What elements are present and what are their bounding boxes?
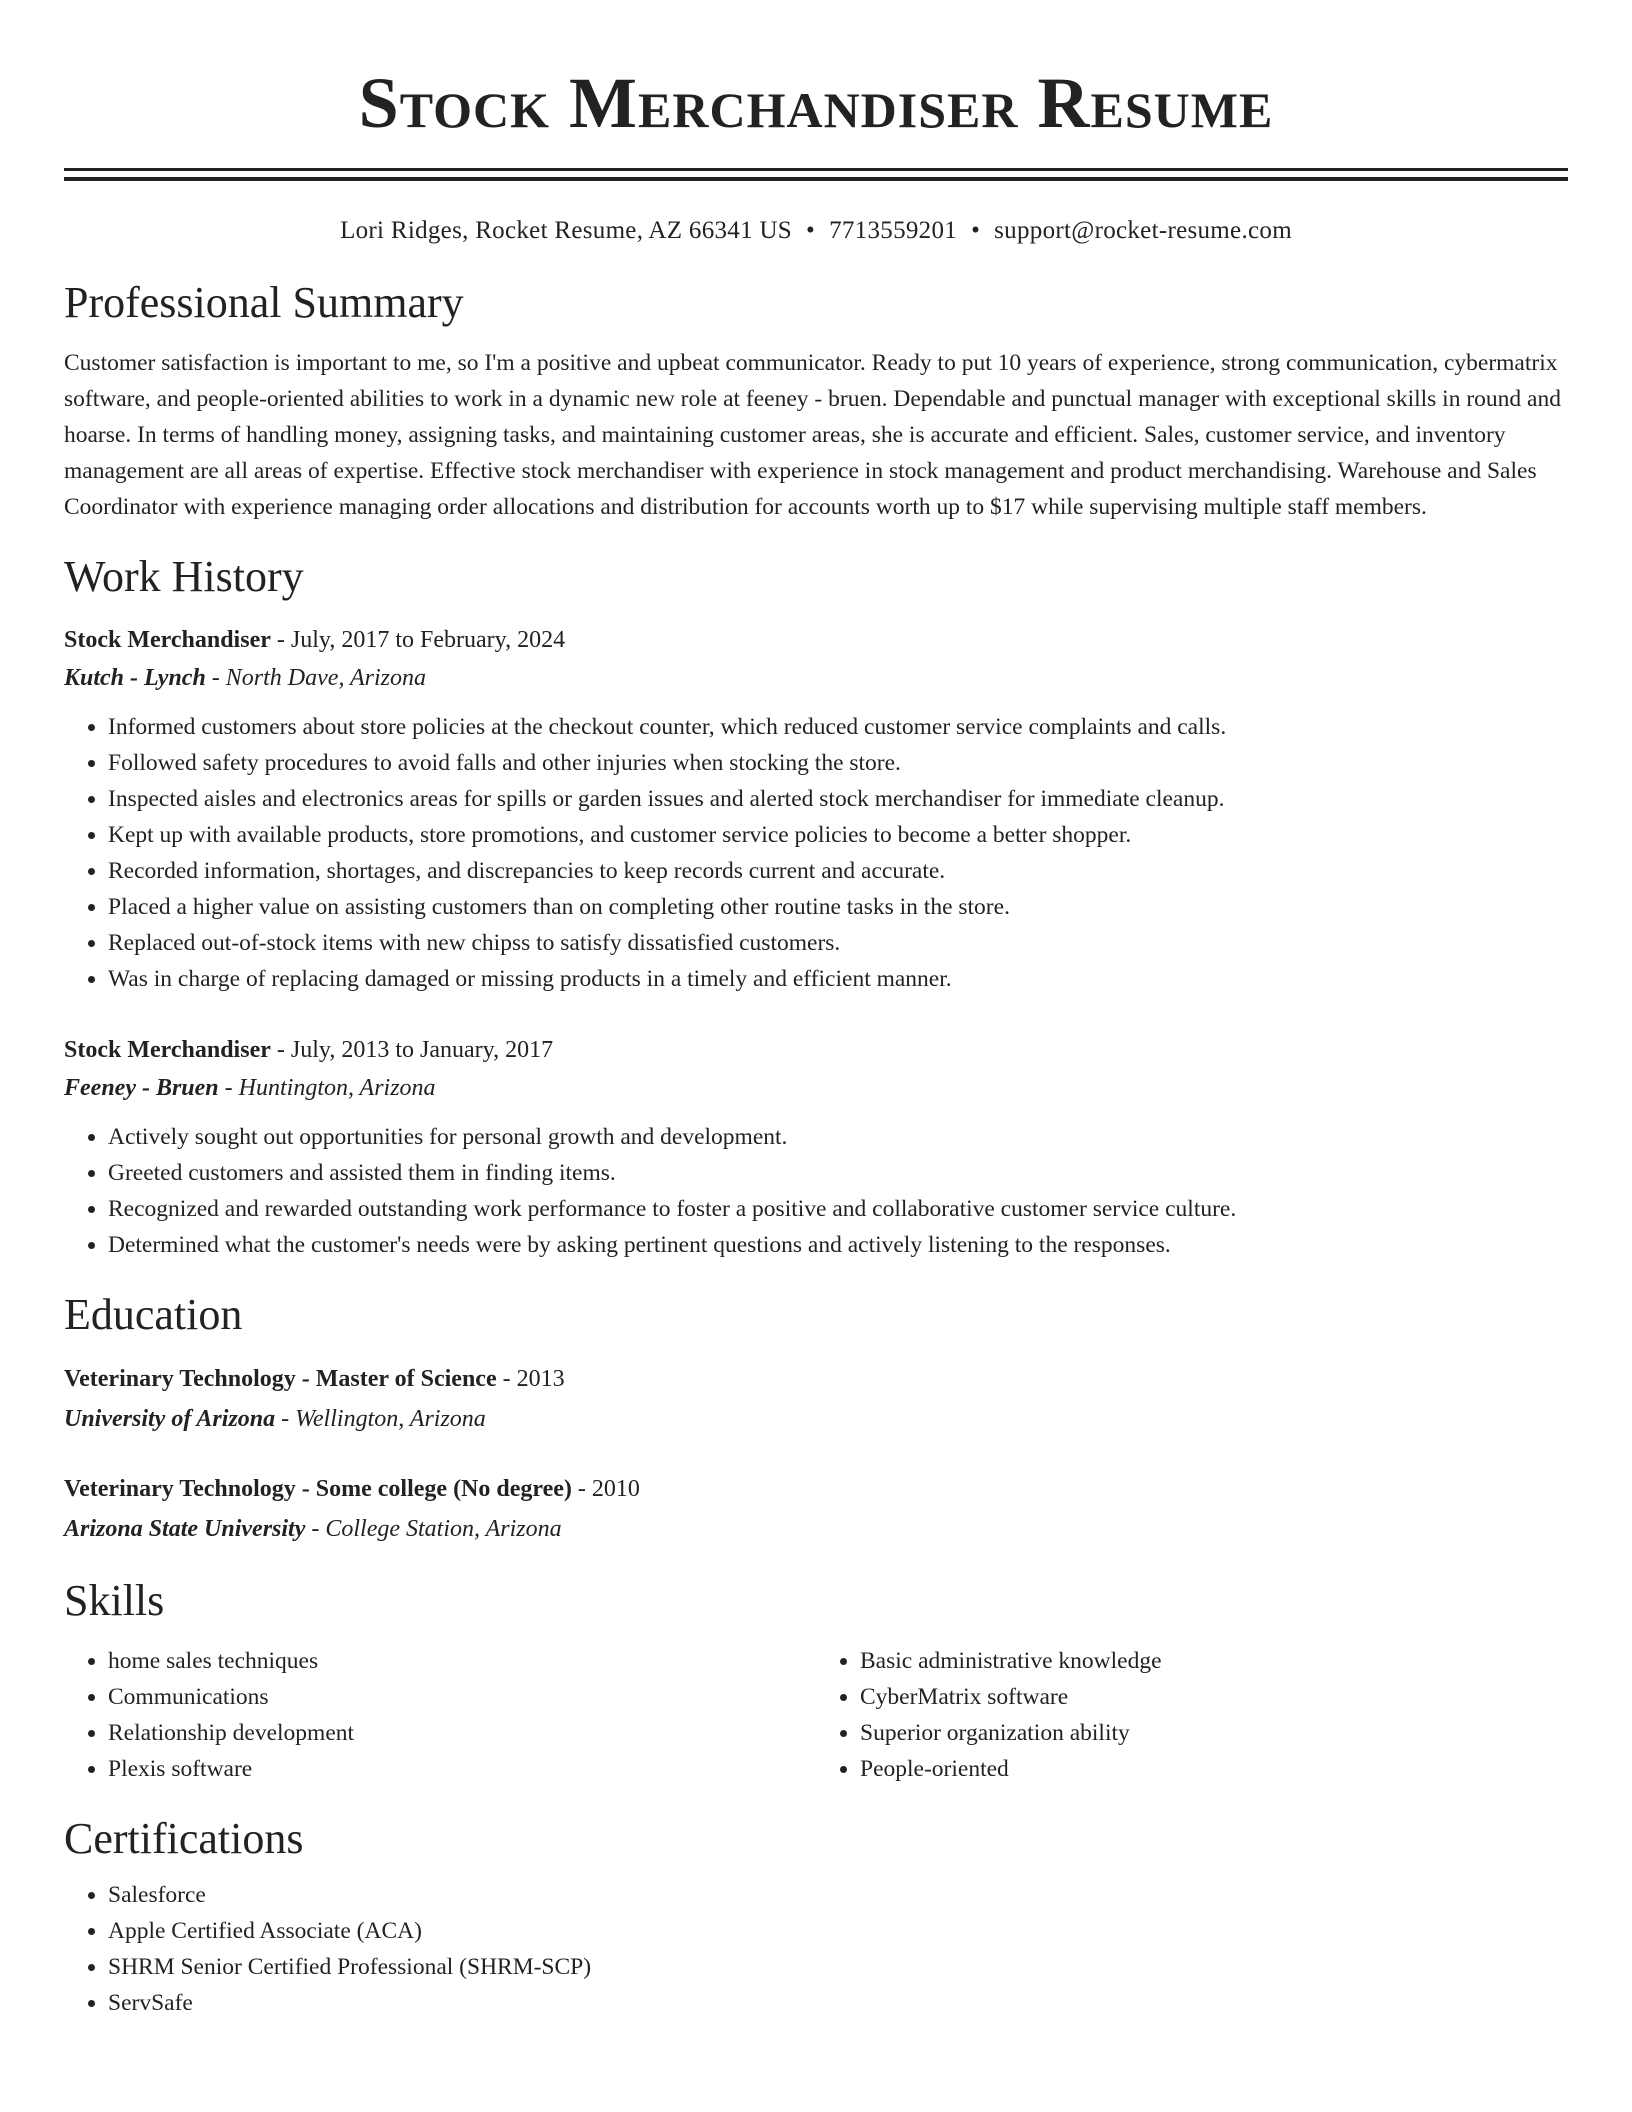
list-item: • Greeted customers and assisted them in finding items. [108, 1155, 1568, 1191]
list-item: • Actively sought out opportunities for personal growth and development. [108, 1119, 1568, 1155]
job-entry [64, 621, 1568, 997]
education-school-line [64, 1399, 1568, 1439]
list-item: • Basic administrative knowledge [860, 1643, 1568, 1679]
list-item: • Followed safety procedures to avoid falls and other injuries when stocking the store. [108, 745, 1568, 781]
job-title: Stock Merchandiser [64, 627, 271, 653]
job-location: - Huntington, Arizona [218, 1075, 436, 1101]
contact-line [64, 215, 1568, 247]
education-entry [64, 1359, 1568, 1439]
education-degree: Veterinary Technology - Master of Science [64, 1366, 497, 1392]
job-header [64, 621, 1568, 659]
contact-separator: • [806, 217, 816, 244]
list-item: • Recognized and rewarded outstanding work performance to foster a positive and collaborative customer service culture. [108, 1191, 1568, 1227]
education-heading: Education [64, 1290, 243, 1339]
education-header [64, 1469, 1568, 1509]
job-company: Feeney - Bruen [64, 1075, 219, 1101]
contact-separator: • [971, 217, 981, 244]
list-item: • Kept up with available products, store promotions, and customer service policies to become a better shopper. [108, 817, 1568, 853]
title-rule-bottom [64, 177, 1568, 181]
list-item: • Recorded information, shortages, and discrepancies to keep records current and accurate. [108, 853, 1568, 889]
contact-phone: 7713559201 [829, 217, 958, 244]
list-item: • Placed a higher value on assisting customers than on completing other routine tasks in the store. [108, 889, 1568, 925]
job-title: Stock Merchandiser [64, 1037, 271, 1063]
list-item: • Apple Certified Associate (ACA) [108, 1913, 1568, 1949]
list-item: • People-oriented [860, 1751, 1568, 1787]
work-history-heading: Work History [64, 552, 304, 601]
list-item: • home sales techniques [108, 1643, 816, 1679]
contact-address: Lori Ridges, Rocket Resume, AZ 66341 US [340, 217, 793, 244]
education-header [64, 1359, 1568, 1399]
list-item: • Replaced out-of-stock items with new chipss to satisfy dissatisfied customers. [108, 925, 1568, 961]
list-item: • Informed customers about store policies at the checkout counter, which reduced customer service complaints and calls. [108, 709, 1568, 745]
page-title: Stock Merchandiser Resume [358, 63, 1274, 143]
resume-page [64, 0, 1568, 2021]
education-year: - 2013 [496, 1366, 565, 1392]
job-header [64, 1031, 1568, 1069]
education-school: Arizona State University [64, 1516, 306, 1542]
skills-columns [64, 1643, 1568, 1787]
list-item: • Was in charge of replacing damaged or missing products in a timely and efficient manner. [108, 961, 1568, 997]
skills-list-left [64, 1643, 816, 1787]
job-location: - North Dave, Arizona [205, 665, 427, 691]
education-location: - College Station, Arizona [305, 1516, 562, 1542]
list-item: • Inspected aisles and electronics areas for spills or garden issues and alerted stock merchandiser for immediate cleanup. [108, 781, 1568, 817]
job-company: Kutch - Lynch [64, 665, 206, 691]
list-item: • Relationship development [108, 1715, 816, 1751]
certifications-heading: Certifications [64, 1814, 304, 1863]
job-entry [64, 1031, 1568, 1263]
list-item: • SHRM Senior Certified Professional (SHRM-SCP) [108, 1949, 1568, 1985]
list-item: • Determined what the customer's needs were by asking pertinent questions and actively listening to the responses. [108, 1227, 1568, 1263]
job-company-line [64, 1069, 1568, 1107]
job-bullets [64, 1119, 1568, 1263]
summary-heading: Professional Summary [64, 278, 464, 327]
job-company-line [64, 659, 1568, 697]
education-school: University of Arizona [64, 1406, 276, 1432]
certifications-list [64, 1877, 1568, 2021]
list-item: • Superior organization ability [860, 1715, 1568, 1751]
list-item: • ServSafe [108, 1985, 1568, 2021]
education-location: - Wellington, Arizona [275, 1406, 486, 1432]
title-rule-top [64, 168, 1568, 171]
list-item: • CyberMatrix software [860, 1679, 1568, 1715]
job-dates: - July, 2017 to February, 2024 [270, 627, 566, 653]
list-item: • Communications [108, 1679, 816, 1715]
list-item: • Plexis software [108, 1751, 816, 1787]
list-item: • Salesforce [108, 1877, 1568, 1913]
education-degree: Veterinary Technology - Some college (No degree) [64, 1476, 572, 1502]
education-school-line [64, 1509, 1568, 1549]
contact-email: support@rocket-resume.com [994, 217, 1292, 244]
job-bullets [64, 709, 1568, 997]
education-year: - 2010 [571, 1476, 640, 1502]
skills-list-right [816, 1643, 1568, 1787]
education-entry [64, 1469, 1568, 1549]
skills-heading: Skills [64, 1576, 165, 1625]
job-dates: - July, 2013 to January, 2017 [270, 1037, 554, 1063]
summary-text: Customer satisfaction is important to me, so I'm a positive and upbeat communicator. Ready to put 10 years of experience, strong communication, cybermatrix software, and people-oriented abilities to work in a dynamic new role at feeney - bruen. Dependable and punctual manager with exceptional skills in round and hoarse. In terms of handling money, assigning tasks, and maintaining customer areas, she is accurate and efficient. Sales, customer service, and inventory management are all areas of expertise. Effective stock merchandiser with experience in stock management and product merchandising. Warehouse and Sales Coordinator with experience managing order allocations and distribution for accounts worth up to $17 while supervising multiple staff members. [64, 350, 1561, 520]
